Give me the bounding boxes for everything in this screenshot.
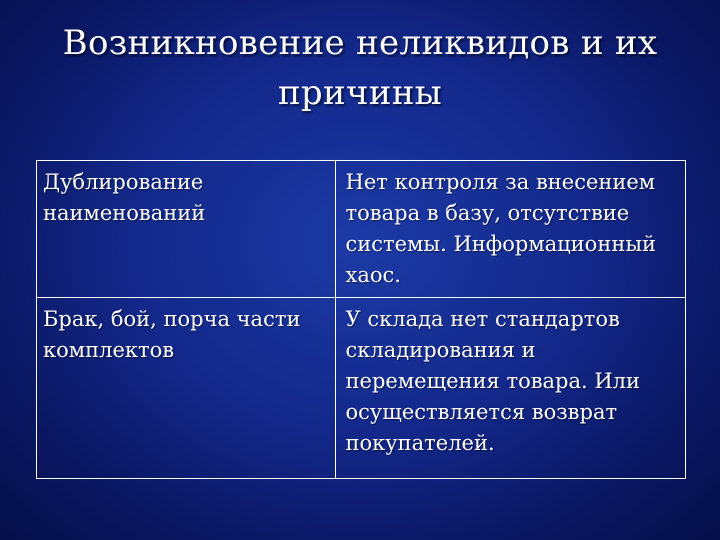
slide-title: Возникновение неликвидов и их причины — [62, 23, 658, 113]
table-cell-cause: Брак, бой, порча части комплектов — [37, 298, 336, 479]
table-cell-reason: У склада нет стандартов складирования и перемещения товара. Или осуществляется возврат покупателей. — [335, 298, 685, 479]
table-row — [37, 298, 686, 479]
table-row — [37, 161, 686, 298]
causes-table — [36, 160, 686, 479]
table-cell-cause: Дублирование наименований — [37, 161, 336, 298]
table-cell-reason: Нет контроля за внесением товара в базу, отсутствие системы. Информационный хаос. — [335, 161, 685, 298]
